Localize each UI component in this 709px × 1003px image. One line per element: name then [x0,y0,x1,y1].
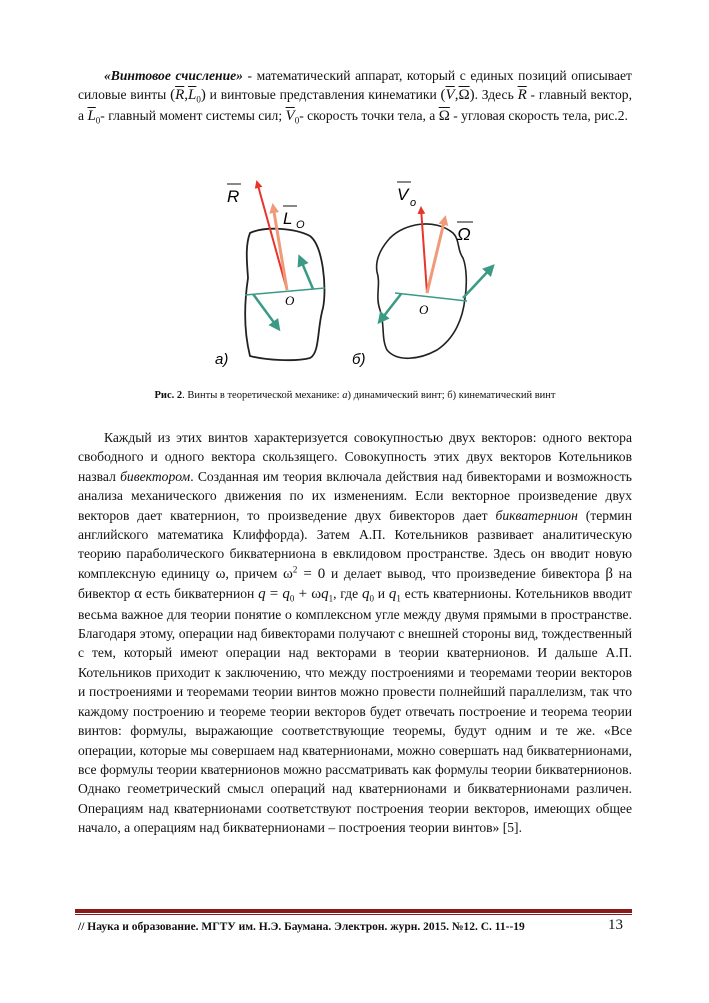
equals-zero: = 0 [297,565,326,582]
intro-text-5: - главный момент системы сил; [100,107,286,123]
figure-label-L: L [283,209,293,228]
main-text-10: есть кватернионы. Котельников вводит весьма важное для теории понятие о комплексном угле между двумя прямыми в пространстве. Благодаря этому, операции над бивекторами получают с внешней стороны вид, тождественный с тем, который имеют операции над векторами в теории кватернионов. И дальше А.П. Котельников приходит к заключению, что между построениями и теоремами теории векторов и построениями и теоремами теории винтов можно провести полнейший параллелизм, так что каждому построению и теореме теории векторов будет отвечать построение и теорема теории винтов: формулы, выражающие соответствующие теоремы, будут одним и те же. «Все операции, которые мы совершаем над кватернионами, можно совершать над бикватернионами, все формулы теории кватернионов можно рассматривать как формулы теории бикватернионов. Однако геометрический смысл операций над кватернионами и бикватернионами различен. Операциям над кватернионами соответствуют построения теории векторов, имеющих общее начало, а операциям над бикватернионами – построения теории винтов» [5]. [78,586,633,836]
figure-label-a: а) [215,351,229,368]
main-text-9: и [373,586,389,602]
paren-open-1: ( [170,87,176,104]
intro-text-4: - главный вектор, а [78,87,632,123]
symbol-alpha: α [134,586,143,603]
paren-close-2: ) [469,87,475,104]
main-text-7: есть бикватернион [142,586,259,602]
figure-screws [205,178,505,378]
figure-label-O-a: O [285,293,295,308]
page-number: 13 [608,917,623,933]
vector-Omega-arrow [427,218,445,293]
body-outline-b [377,224,467,358]
formula-q1: q [321,586,329,603]
intro-text-3: . Здесь [474,87,518,103]
main-text-4: , причем [225,565,283,581]
figure-label-L-sub: O [296,219,305,231]
symbol-q0-sub: 0 [369,593,374,604]
footer-rule-thin [75,914,632,915]
formula-q: q [258,586,266,603]
superscript-2: 2 [292,564,298,575]
main-paragraph [78,428,632,838]
symbol-R: $\overline{R}$ [175,87,185,104]
figure-label-Omega: Ω [457,224,471,244]
symbol-L-sub-2: 0 [95,115,101,126]
intro-text-2: и винтовые представления кинематики [205,87,441,103]
main-text-1: Каждый из этих винтов характеризуется совокупностью двух векторов: одного вектора свободного и одного вектора скользящего. Совокупность этих двух векторов Котельников назвал [78,430,632,484]
symbol-V-sub: 0 [294,115,300,126]
teal-arrow-a-up [300,258,313,289]
symbol-Omega-2: $\overline{\Omega}$ [438,107,450,124]
teal-arrow-b-up [463,267,492,298]
main-text-3: (термин английского математика Клиффорда). Затем А.П. Котельников развивает аналитическую теорию параболического бикватерниона в евклидовом пространстве. Здесь он вводит новую комплексную единицу [78,507,632,581]
teal-arrow-a-down [253,294,278,328]
figure-label-V: V [397,185,409,204]
caption-label: Рис. 2 [154,390,183,401]
teal-arrow-b-down [380,294,401,321]
vector-V-arrow [421,208,427,293]
formula-sub0: 0 [289,593,295,604]
term-bivector: бивектором [120,468,191,484]
figure-label-b: б) [352,351,366,368]
symbol-V: $\overline{V}$ [445,87,455,104]
intro-text-7: - угловая скорость тела, рис.2. [449,107,628,123]
symbol-V-2: $\overline{V}$ [285,107,295,124]
main-text-8: , где [333,586,362,602]
figure-caption [78,389,632,403]
symbol-L: $\overline{L}$ [188,87,197,104]
comma-1: , [184,87,189,104]
symbol-L-2: $\overline{L}$ [87,107,96,124]
symbol-L-sub: 0 [196,95,201,106]
symbol-q1-sub: 1 [396,593,401,604]
figure-label-R: R [227,187,240,206]
formula-plus-omega: + ω [294,586,322,603]
term-biquaternion: бикватернион [495,507,578,523]
caption-text-1: . Винты в теоретической механике: [182,390,343,401]
vector-R-arrow [257,182,287,290]
axis-line-b [395,293,467,301]
caption-a: а [342,390,348,401]
symbol-R-2: $\overline{R}$ [517,87,527,104]
comma-2: , [454,87,459,104]
footer-rule-thick [75,909,632,913]
intro-text-6: - скорость точки тела, а [299,107,439,123]
figure-label-V-sub: o [410,197,417,209]
formula-sub1: 1 [328,593,334,604]
main-text-6: на бивектор [78,565,632,602]
formula-q0: q [282,586,290,603]
symbol-omega: ω [215,565,226,582]
paren-close-1: ) [200,87,206,104]
intro-text-1: - математический аппарат, который с единых позиций описывает силовые винты [78,68,632,103]
term-screw-calculus: «Винтовое счисление» [104,68,243,83]
formula-equals: = [265,586,283,603]
symbol-beta: β [605,565,614,582]
main-text-5: и делает вывод, что произведение бивектора [325,565,606,581]
footer-citation: // Наука и образование. МГТУ им. Н.Э. Баумана. Электрон. журн. 2015. №12. С. 11--19 [78,921,525,933]
figure-label-O-b: O [419,302,429,317]
intro-paragraph [78,66,632,126]
symbol-q1: q [388,586,397,603]
symbol-Omega: $\overline{\Omega}$ [458,87,470,104]
paren-open-2: ( [440,87,446,104]
main-text-2: . Созданная им теория включала действия над бивекторами и возможность анализа механического движения по их изменениям. Если векторное произведение двух векторов дает кватернион, то произведение двух бивекторов дает [78,468,632,523]
symbol-q0: q [361,586,370,603]
caption-text-2: ) динамический винт; б) кинематический винт [347,390,556,401]
symbol-omega-sq: ω [283,565,293,582]
